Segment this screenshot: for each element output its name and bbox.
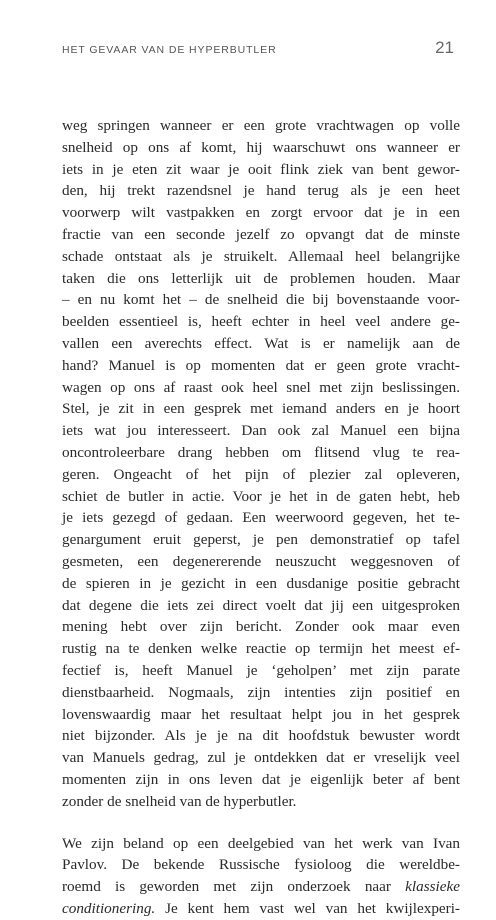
text-line: vallen een averechts effect. Wat is er namelijk aan de (62, 334, 460, 352)
text-line: dienstbaarheid. Nogmaals, zijn intenties zijn positief en (62, 683, 460, 701)
text-segment: roemd is geworden met zijn onderzoek naar (62, 878, 391, 896)
text-line: mening hebt over zijn bericht. Zonder ook maar even (62, 618, 460, 636)
text-line: wagen op ons af raast ook heel snel met zijn beslissingen. (62, 378, 460, 396)
text-line: van Manuels gedrag, zul je ontdekken dat er vreselijk veel (62, 749, 460, 767)
text-line: We zijn beland op een deelgebied van het werk van Ivan (62, 834, 460, 852)
text-line-with-italic (62, 876, 460, 898)
text-line: de spieren in je gezicht in een dusdanige positie gebracht (62, 574, 460, 592)
italic-term: klassieke (405, 878, 460, 896)
text-line: dat degene die iets zei direct voelt dat jij een uitgesproken (62, 596, 460, 614)
text-line: voorwerp wilt vastpakken en zorgt ervoor dat je in een (62, 204, 460, 222)
text-line: momenten zijn in ons leven dat je eigenlijk beter af bent (62, 770, 460, 788)
text-line: den, hij trekt razendsnel je hand terug als je een heet (62, 182, 460, 200)
paragraph-1 (62, 115, 460, 813)
text-line: schiet de butler in actie. Voor je het in de gaten hebt, heb (62, 487, 460, 505)
text-line: gesmeten, een degenererende neuszucht weggesnoven of (62, 552, 460, 570)
text-line: geren. Ongeacht of het pijn of plezier zal opleveren, (62, 465, 460, 483)
text-line: beelden essentieel is, heeft echter in heel veel andere ge- (62, 313, 460, 331)
text-line-with-italic (62, 898, 460, 920)
text-line: lovenswaardig maar het resultaat helpt jou in het gesprek (62, 705, 460, 723)
text-line: snelheid op ons af komt, hij waarschuwt ons wanneer er (62, 138, 460, 156)
text-line: hand? Manuel is op momenten dat er geen grote vracht- (62, 356, 460, 374)
paragraph-2 (62, 833, 460, 920)
text-line: schade ontstaat als je struikelt. Allemaal heel belangrijke (62, 247, 460, 265)
text-line: rustig na te denken welke reactie op termijn het meest ef- (62, 640, 460, 658)
text-line: taken die ons letterlijk uit de problemen houden. Maar (62, 269, 460, 287)
text-line: fectief is, heeft Manuel je ‘geholpen’ met zijn parate (62, 661, 460, 679)
text-line: – en nu komt het – de snelheid die bij bovenstaande voor- (62, 291, 460, 309)
body-text (62, 115, 460, 920)
text-line: Pavlov. De bekende Russische fysioloog die wereldbe- (62, 856, 460, 874)
text-line: niet bijzonder. Als je je na dit hoofdstuk bewuster wordt (62, 727, 460, 745)
paragraph-spacer (62, 813, 460, 833)
page-number: 21 (435, 38, 454, 57)
text-line: iets in je eten zit waar je ooit flink ziek van bent gewor- (62, 160, 460, 178)
text-line: je iets gezegd of gedaan. Een weerwoord gegeven, het te- (62, 509, 460, 527)
text-segment: Je kent hem vast wel van het kwijlexperi- (155, 899, 460, 917)
text-line: weg springen wanneer er een grote vrachtwagen op volle (62, 117, 460, 134)
text-line: oncontroleerbare drang hebben om flitsend vlug te rea- (62, 443, 460, 461)
running-head: HET GEVAAR VAN DE HYPERBUTLER (62, 44, 277, 56)
text-line: fractie van een seconde jezelf zo opvangt dat de minste (62, 225, 460, 243)
text-line: genargument eruit geperst, je pen demonstratief op tafel (62, 531, 460, 549)
italic-term: conditionering. (62, 899, 156, 917)
text-line: iets wat jou interesseert. Dan ook zal Manuel een bijna (62, 422, 460, 440)
text-line: Stel, je zit in een gesprek met iemand anders en je hoort (62, 400, 460, 418)
text-line: zonder de snelheid van de hyperbutler. (62, 792, 297, 810)
